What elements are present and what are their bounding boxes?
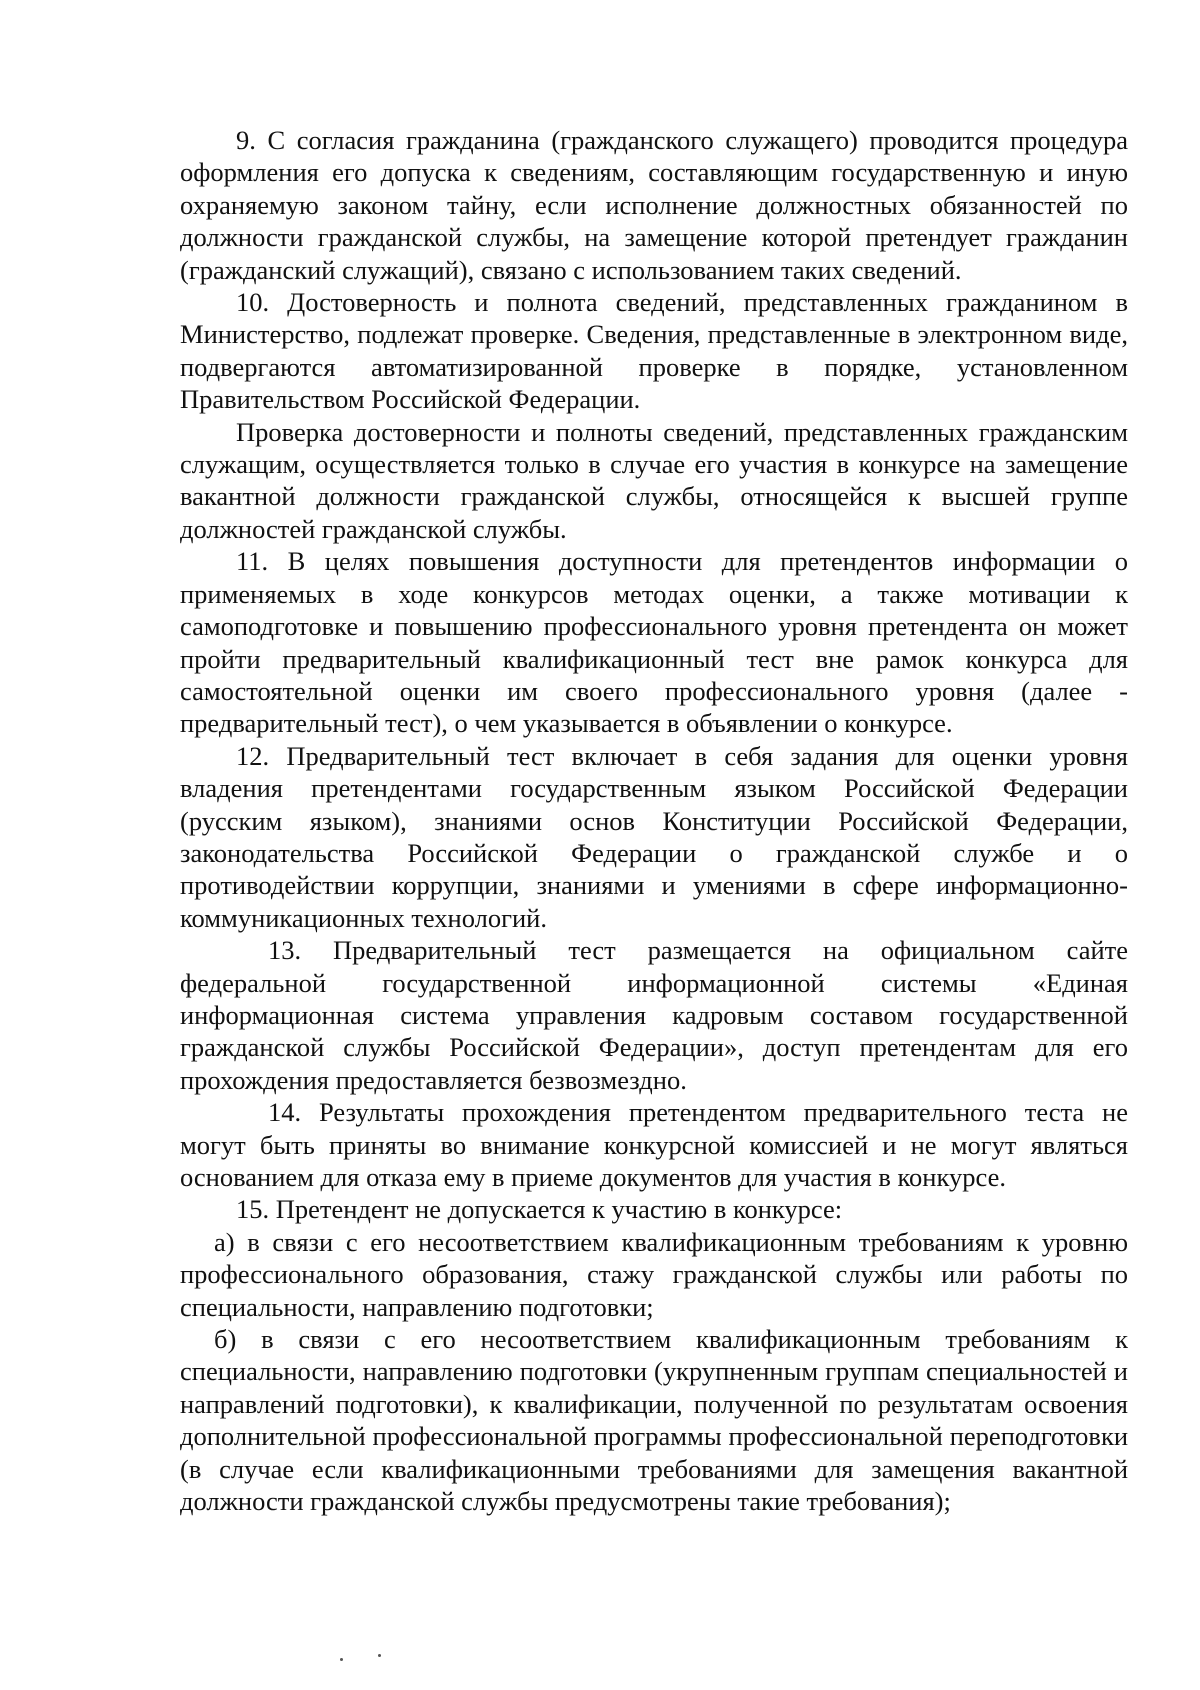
document-body: [180, 124, 1128, 1517]
paragraph-13: 13. Предварительный тест размещается на официальном сайте федеральной государственной информационной системы «Единая информационная система управления кадровым составом государственной гражданской службы Российской Федерации», доступ претендентам для его прохождения предоставляется безвозмездно.: [180, 935, 1128, 1095]
paragraph-10-verification: Проверка достоверности и полноты сведений, представленных гражданским служащим, осуществляется только в случае его участия в конкурсе на замещение вакантной должности гражданской службы, относящейся к высшей группе должностей гражданской службы.: [180, 416, 1128, 544]
paragraph-15: 15. Претендент не допускается к участию в конкурсе:: [236, 1194, 843, 1225]
paragraph-12: 12. Предварительный тест включает в себя задания для оценки уровня владения претендентами государственным языком Российской Федерации (русским языком), знаниями основ Конституции Российской Федерации, законодательства Российской Федерации о гражданской службе и о противодействии коррупции, знаниями и умениями в сфере информационно-коммуникационных технологий.: [180, 740, 1128, 933]
paragraph-15-b: б) в связи с его несоответствием квалификационным требованиям к специальности, направлению подготовки (укрупненным группам специальностей и направлений подготовки), к квалификации, полученной по результатам освоения дополнительной профессиональной программы профессиональной переподготовки (в случае если квалификационными требованиями для замещения вакантной должности гражданской службы предусмотрены такие требования);: [180, 1324, 1128, 1517]
paragraph-11: 11. В целях повышения доступности для претендентов информации о применяемых в ходе конкурсов методах оценки, а также мотивации к самоподготовке и повышению профессионального уровня претендента он может пройти предварительный квалификационный тест вне рамок конкурса для самостоятельной оценки им своего профессионального уровня (далее - предварительный тест), о чем указывается в объявлении о конкурсе.: [180, 546, 1128, 739]
paragraph-9: 9. С согласия гражданина (гражданского служащего) проводится процедура оформления его допуска к сведениям, составляющим государственную и иную охраняемую законом тайну, если исполнение должностных обязанностей по должности гражданской службы, на замещение которой претендует гражданин (гражданский служащий), связано с использованием таких сведений.: [180, 125, 1128, 285]
scan-speck-mark: [378, 1654, 381, 1657]
scan-speck-mark: [340, 1658, 343, 1661]
paragraph-14: 14. Результаты прохождения претендентом предварительного теста не могут быть приняты во внимание конкурсной комиссией и не могут являться основанием для отказа ему в приеме документов для участия в конкурсе.: [180, 1097, 1128, 1192]
paragraph-10: 10. Достоверность и полнота сведений, представленных гражданином в Министерство, подлежат проверке. Сведения, представленные в электронном виде, подвергаются автоматизированной проверке в порядке, установленном Правительством Российской Федерации.: [180, 287, 1128, 415]
paragraph-15-a: а) в связи с его несоответствием квалификационным требованиям к уровню профессионального образования, стажу гражданской службы или работы по специальности, направлению подготовки;: [180, 1226, 1128, 1322]
